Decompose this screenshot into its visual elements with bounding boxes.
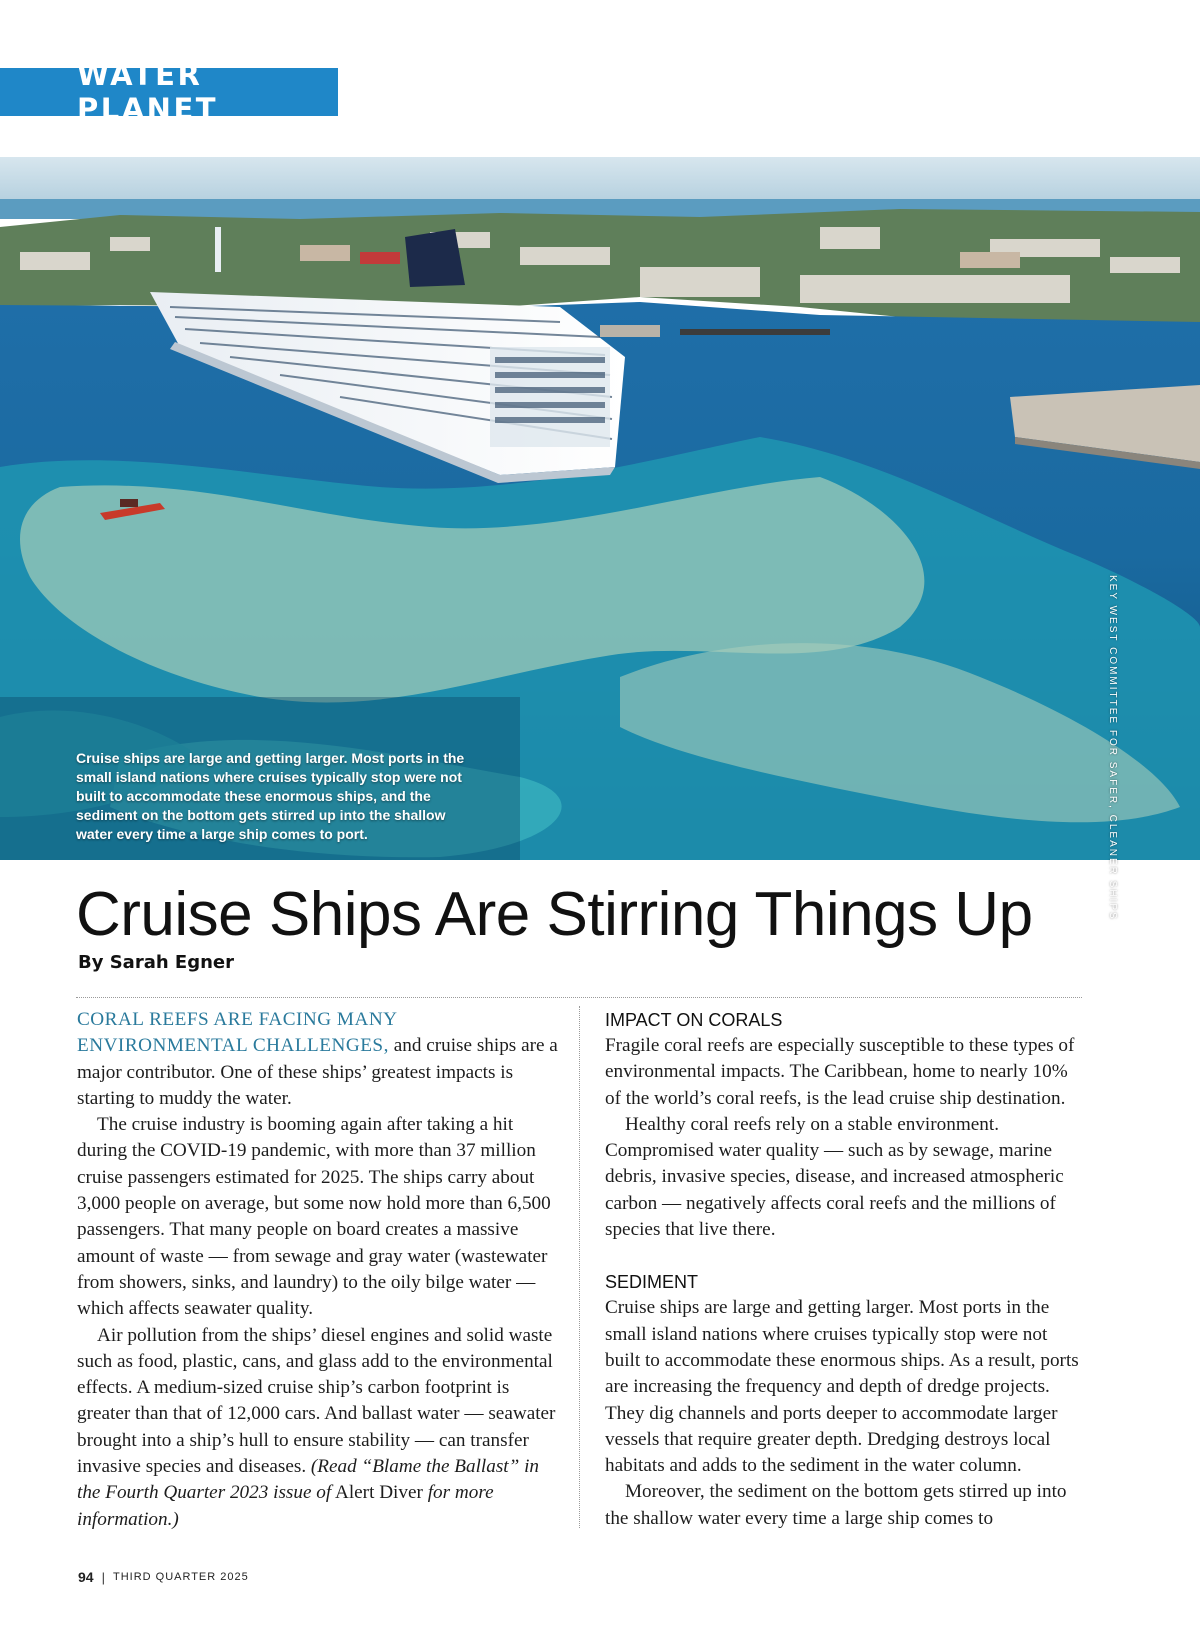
issue-label: THIRD QUARTER 2025 <box>112 1571 249 1583</box>
paragraph: Cruise ships are large and getting larger. Most ports in the small island nations where cruises typically stop were not built to accommodate these enormous ships. As a result, ports are increasing the frequency and depth of dredge projects. They dig channels and ports deeper to accommodate larger vessels that require greater depth. Dredging destroys local habitats and adds to the sediment in the water column. <box>605 1297 1079 1477</box>
footer-separator: | <box>101 1569 105 1585</box>
subhead-impact-on-corals: IMPACT ON CORALS <box>605 1010 783 1030</box>
paragraph-text: Air pollution from the ships’ diesel engines and solid waste such as food, plastic, cans, and glass add to the environmental effects. A medium-sized cruise ship’s carbon footprint is greater than that of 12,000 cars. And ballast water — seawater brought into a ship’s hull to ensure stability — can transfer invasive species and diseases. <box>77 1324 556 1478</box>
byline: By Sarah Egner <box>78 952 235 973</box>
page-footer <box>78 1569 249 1585</box>
page-number: 94 <box>78 1569 94 1585</box>
paragraph: The cruise industry is booming again after taking a hit during the COVID-19 pandemic, with more than 37 million cruise passengers estimated for 2025. The ships carry about 3,000 people on average, but some now hold more than 6,500 passengers. That many people on board creates a massive amount of waste — from sewage and gray water (wastewater from showers, sinks, and laundry) to the oily bilge water — which affects seawater quality. <box>77 1114 551 1320</box>
ballast-note: (Read “Blame the Ballast” in the Fourth Quarter 2023 issue of <box>77 1456 540 1504</box>
paragraph <box>77 1007 559 1112</box>
photo-credit: KEY WEST COMMITTEE FOR SAFER, CLEANER SHIPS <box>1107 575 1118 921</box>
right-column <box>605 1007 1087 1532</box>
article-title: Cruise Ships Are Stirring Things Up <box>76 880 1033 949</box>
title-divider <box>76 997 1082 998</box>
section-tag-label: WATER PLANET <box>77 58 219 126</box>
photo-caption: Cruise ships are large and getting larger. Most ports in the small island nations where cruises typically stop were not built to accommodate these enormous ships, and the sediment on the bottom gets stirred up into the shallow water every time a large ship comes to port. <box>76 750 465 842</box>
paragraph: Moreover, the sediment on the bottom gets stirred up into the shallow water every time a large ship comes to <box>605 1481 1067 1529</box>
lead-in: CORAL REEFS ARE FACING MANY ENVIRONMENTAL CHALLENGES, <box>77 1009 397 1057</box>
column-divider <box>579 1006 580 1528</box>
section-tag <box>0 58 338 126</box>
subhead-sediment: SEDIMENT <box>605 1272 699 1293</box>
paragraph <box>77 1323 559 1533</box>
paragraph: Healthy coral reefs rely on a stable environment. Compromised water quality — such as by sewage, marine debris, invasive species, disease, and increased atmospheric carbon — negatively affects coral reefs and the millions of species that live there. <box>605 1113 1064 1241</box>
ballast-note-end: for more information.) <box>77 1482 494 1530</box>
paragraph-text: and cruise ships are a major contributor. One of these ships’ greatest impacts is starting to muddy the water. <box>77 1035 558 1109</box>
left-column <box>77 1007 559 1533</box>
paragraph: Fragile coral reefs are especially susceptible to these types of environmental impacts. The Caribbean, home to nearly 10% of the world’s coral reefs, is the lead cruise ship destination. <box>605 1035 1075 1109</box>
magazine-name: Alert Diver <box>331 1482 428 1504</box>
